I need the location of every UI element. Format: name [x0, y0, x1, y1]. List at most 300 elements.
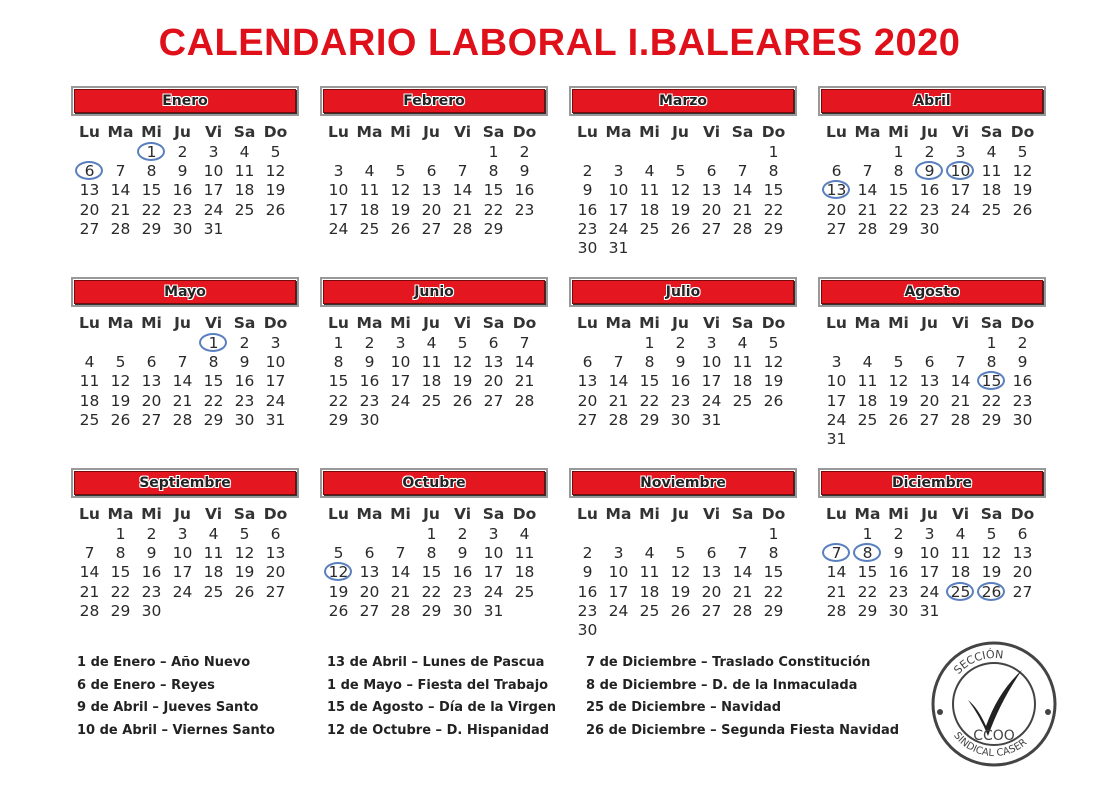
day-cell: 26 [110, 410, 131, 429]
day-cell: 12 [981, 544, 1002, 563]
day-cell: 17 [265, 372, 286, 391]
day-cell: 23 [452, 582, 473, 601]
weekday-label: Lu [79, 505, 100, 523]
day-cell: 8 [893, 162, 904, 181]
weekday-label: Ma [854, 123, 881, 141]
day-cell: 8 [426, 544, 437, 563]
day-cell: 22 [328, 391, 349, 410]
day-cell: 18 [981, 181, 1002, 200]
month-name: Agosto [904, 284, 960, 300]
day-cell: 23 [359, 391, 380, 410]
day-cell: 10 [608, 563, 629, 582]
weekday-label: Sa [482, 123, 505, 141]
empty-cell [665, 143, 696, 162]
day-cell: 29 [639, 410, 660, 429]
weekday-label: Do [761, 123, 786, 141]
day-cell: 30 [577, 238, 598, 257]
month-marzo [572, 89, 794, 258]
day-cell: 15 [328, 372, 349, 391]
day-cell: 3 [831, 353, 842, 372]
day-cell: 13 [265, 544, 286, 563]
day-cell: 3 [955, 143, 966, 161]
day-cell: 19 [888, 391, 909, 410]
day-cell: 24 [203, 200, 224, 219]
day-cell: 11 [639, 563, 660, 582]
weekday-label: Vi [453, 123, 472, 141]
weekday-label: Sa [233, 314, 256, 332]
day-cell: 7 [115, 162, 126, 181]
weekday-label: Do [263, 123, 288, 141]
day-cell: 11 [359, 181, 380, 200]
holiday-item: 1 de Mayo – Fiesta del Trabajo [327, 677, 549, 693]
day-cell: 8 [986, 353, 997, 372]
day-cell: 14 [857, 181, 878, 200]
empty-cell [385, 143, 416, 162]
day-cell: 30 [172, 219, 193, 238]
empty-cell [945, 334, 976, 353]
day-cell: 11 [203, 544, 224, 563]
day-cell: 4 [644, 162, 655, 181]
empty-cell [821, 525, 852, 544]
weekday-header [323, 313, 545, 334]
holiday-day: 10 [945, 162, 976, 181]
empty-cell [914, 334, 945, 353]
day-cell: 5 [115, 353, 126, 372]
empty-cell [572, 334, 603, 353]
month-julio [572, 280, 794, 430]
day-cell: 24 [701, 391, 722, 410]
month-name: Julio [665, 284, 701, 300]
weekday-header [821, 504, 1043, 525]
month-diciembre [821, 471, 1043, 621]
empty-cell [696, 525, 727, 544]
day-cell: 21 [110, 200, 131, 219]
day-cell: 4 [84, 353, 95, 372]
weekday-label: Ma [356, 123, 383, 141]
month-octubre [323, 471, 545, 621]
day-cell: 24 [826, 410, 847, 429]
day-cell: 20 [79, 200, 100, 219]
month-name: Junio [414, 284, 454, 300]
day-cell: 4 [208, 525, 219, 543]
day-cell: 6 [706, 162, 717, 181]
empty-cell [323, 143, 354, 162]
day-cell: 16 [577, 582, 598, 601]
weekday-label: Lu [328, 123, 349, 141]
month-febrero [323, 89, 545, 239]
holiday-day: 1 [198, 334, 229, 353]
day-cell: 2 [582, 544, 593, 563]
day-cell: 2 [675, 334, 686, 352]
day-cell: 14 [79, 563, 100, 582]
day-cell: 21 [608, 391, 629, 410]
day-grid [323, 525, 545, 621]
day-grid [572, 334, 794, 430]
day-cell: 17 [608, 582, 629, 601]
weekday-label: Ma [107, 314, 134, 332]
day-cell: 17 [826, 391, 847, 410]
day-cell: 18 [732, 372, 753, 391]
month-name: Octubre [402, 475, 466, 491]
day-cell: 18 [234, 181, 255, 200]
day-cell: 19 [670, 200, 691, 219]
day-cell: 5 [675, 544, 686, 563]
empty-cell [323, 525, 354, 544]
day-cell: 12 [234, 544, 255, 563]
day-cell: 23 [577, 219, 598, 238]
day-cell: 29 [857, 601, 878, 620]
weekday-label: Sa [731, 314, 754, 332]
day-cell: 22 [981, 391, 1002, 410]
day-cell: 11 [514, 544, 535, 563]
day-cell: 4 [426, 334, 437, 352]
day-cell: 28 [452, 219, 473, 238]
day-cell: 26 [328, 601, 349, 620]
empty-cell [385, 525, 416, 544]
day-cell: 7 [737, 162, 748, 181]
day-cell: 24 [950, 200, 971, 219]
day-cell: 1 [115, 525, 126, 543]
day-cell: 12 [888, 372, 909, 391]
day-cell: 27 [577, 410, 598, 429]
day-cell: 21 [826, 582, 847, 601]
weekday-label: Do [512, 505, 537, 523]
weekday-label: Ma [356, 505, 383, 523]
day-cell: 2 [893, 525, 904, 543]
day-cell: 5 [768, 334, 779, 352]
weekday-label: Mi [141, 123, 162, 141]
weekday-label: Ju [174, 123, 191, 141]
day-cell: 19 [234, 563, 255, 582]
day-cell: 7 [177, 353, 188, 372]
empty-cell [354, 525, 385, 544]
day-cell: 29 [203, 410, 224, 429]
day-cell: 28 [79, 601, 100, 620]
empty-cell [821, 143, 852, 162]
day-cell: 2 [519, 143, 530, 161]
day-cell: 23 [577, 601, 598, 620]
month-header-bar [74, 280, 296, 304]
holidays-column-3 [586, 652, 899, 742]
day-cell: 5 [395, 162, 406, 181]
holiday-item: 15 de Agosto – Día de la Virgen [327, 700, 557, 715]
month-name: Febrero [403, 93, 465, 109]
day-cell: 15 [203, 372, 224, 391]
day-cell: 30 [888, 601, 909, 620]
day-cell: 2 [364, 334, 375, 352]
holiday-day: 12 [323, 563, 354, 582]
day-cell: 22 [763, 200, 784, 219]
month-septiembre [74, 471, 296, 621]
weekday-label: Ma [356, 314, 383, 332]
svg-text:SECCIÓN: SECCIÓN [951, 647, 1005, 677]
day-cell: 9 [146, 544, 157, 563]
day-cell: 27 [701, 219, 722, 238]
day-cell: 24 [608, 601, 629, 620]
day-cell: 8 [768, 544, 779, 563]
day-cell: 27 [265, 582, 286, 601]
day-cell: 30 [452, 601, 473, 620]
day-cell: 10 [608, 181, 629, 200]
day-cell: 27 [701, 601, 722, 620]
day-cell: 8 [333, 353, 344, 372]
day-cell: 11 [79, 372, 100, 391]
day-cell: 20 [483, 372, 504, 391]
day-cell: 20 [701, 582, 722, 601]
day-cell: 30 [141, 601, 162, 620]
month-name: Mayo [164, 284, 206, 300]
month-name: Abril [913, 93, 951, 109]
weekday-label: Vi [204, 314, 223, 332]
weekday-header [74, 122, 296, 143]
empty-cell [74, 525, 105, 544]
day-cell: 4 [986, 143, 997, 161]
day-cell: 18 [639, 200, 660, 219]
empty-cell [727, 143, 758, 162]
weekday-label: Lu [826, 123, 847, 141]
day-cell: 25 [981, 200, 1002, 219]
day-cell: 6 [488, 334, 499, 352]
holiday-item: 25 de Diciembre – Navidad [586, 700, 782, 715]
day-cell: 26 [265, 200, 286, 219]
day-cell: 7 [84, 544, 95, 563]
weekday-label: Do [263, 505, 288, 523]
day-cell: 18 [639, 582, 660, 601]
day-cell: 3 [924, 525, 935, 543]
day-cell: 1 [426, 525, 437, 543]
day-cell: 7 [457, 162, 468, 181]
month-name: Diciembre [891, 475, 973, 491]
day-cell: 10 [203, 162, 224, 181]
day-cell: 4 [862, 353, 873, 372]
day-cell: 4 [364, 162, 375, 181]
day-cell: 29 [981, 410, 1002, 429]
day-cell: 21 [79, 582, 100, 601]
day-cell: 24 [919, 582, 940, 601]
day-cell: 3 [208, 143, 219, 161]
day-cell: 5 [1017, 143, 1028, 161]
day-cell: 6 [146, 353, 157, 372]
day-cell: 27 [1012, 582, 1033, 601]
month-header-bar [74, 89, 296, 113]
day-grid [821, 143, 1043, 239]
day-cell: 22 [110, 582, 131, 601]
day-cell: 9 [239, 353, 250, 372]
day-cell: 19 [452, 372, 473, 391]
day-cell: 17 [608, 200, 629, 219]
weekday-label: Ju [921, 123, 938, 141]
day-cell: 16 [514, 181, 535, 200]
day-cell: 2 [177, 143, 188, 161]
day-cell: 4 [737, 334, 748, 352]
day-cell: 1 [768, 525, 779, 543]
day-cell: 6 [706, 544, 717, 563]
day-cell: 31 [608, 238, 629, 257]
month-name: Noviembre [640, 475, 726, 491]
weekday-header [323, 122, 545, 143]
day-cell: 15 [141, 181, 162, 200]
weekday-label: Sa [980, 314, 1003, 332]
day-cell: 23 [1012, 391, 1033, 410]
day-cell: 21 [732, 582, 753, 601]
day-cell: 14 [608, 372, 629, 391]
weekday-label: Vi [453, 314, 472, 332]
day-cell: 29 [421, 601, 442, 620]
day-cell: 8 [644, 353, 655, 372]
day-grid [821, 334, 1043, 449]
weekday-label: Do [1010, 314, 1035, 332]
day-cell: 13 [421, 181, 442, 200]
day-cell: 1 [893, 143, 904, 161]
day-cell: 30 [919, 219, 940, 238]
weekday-label: Sa [731, 505, 754, 523]
day-cell: 26 [234, 582, 255, 601]
empty-cell [603, 143, 634, 162]
day-cell: 10 [826, 372, 847, 391]
day-cell: 8 [208, 353, 219, 372]
day-cell: 27 [483, 391, 504, 410]
month-abril [821, 89, 1043, 239]
day-cell: 25 [639, 601, 660, 620]
day-cell: 9 [582, 181, 593, 200]
day-cell: 16 [172, 181, 193, 200]
day-cell: 11 [857, 372, 878, 391]
month-noviembre [572, 471, 794, 640]
day-cell: 3 [395, 334, 406, 352]
day-cell: 29 [328, 410, 349, 429]
holiday-day: 13 [821, 181, 852, 200]
weekday-label: Sa [731, 123, 754, 141]
day-cell: 31 [483, 601, 504, 620]
day-cell: 13 [701, 563, 722, 582]
holiday-item: 26 de Diciembre – Segunda Fiesta Navidad [586, 722, 900, 738]
day-cell: 10 [919, 544, 940, 563]
day-cell: 9 [177, 162, 188, 181]
weekday-label: Vi [702, 314, 721, 332]
day-cell: 13 [141, 372, 162, 391]
day-cell: 23 [234, 391, 255, 410]
day-cell: 11 [421, 353, 442, 372]
weekday-label: Mi [639, 314, 660, 332]
weekday-label: Ma [605, 314, 632, 332]
weekday-label: Sa [233, 505, 256, 523]
weekday-label: Lu [79, 314, 100, 332]
day-cell: 18 [514, 563, 535, 582]
day-cell: 26 [670, 219, 691, 238]
empty-cell [416, 143, 447, 162]
day-cell: 27 [421, 219, 442, 238]
weekday-header [821, 313, 1043, 334]
weekday-label: Sa [233, 123, 256, 141]
day-cell: 6 [426, 162, 437, 181]
day-cell: 3 [706, 334, 717, 352]
day-cell: 16 [141, 563, 162, 582]
day-cell: 8 [146, 162, 157, 181]
day-cell: 5 [986, 525, 997, 543]
day-cell: 29 [763, 219, 784, 238]
holidays-column-2 [327, 652, 556, 742]
day-cell: 14 [826, 563, 847, 582]
weekday-label: Vi [951, 314, 970, 332]
day-cell: 28 [390, 601, 411, 620]
day-cell: 7 [395, 544, 406, 563]
day-cell: 15 [421, 563, 442, 582]
day-cell: 27 [919, 410, 940, 429]
empty-cell [74, 143, 105, 162]
weekday-label: Ju [423, 314, 440, 332]
day-grid [74, 334, 296, 430]
weekday-header [572, 122, 794, 143]
day-cell: 19 [328, 582, 349, 601]
day-cell: 23 [141, 582, 162, 601]
day-cell: 16 [670, 372, 691, 391]
day-cell: 7 [519, 334, 530, 352]
holidays-column-1 [77, 652, 275, 742]
empty-cell [136, 334, 167, 353]
day-cell: 20 [1012, 563, 1033, 582]
day-cell: 12 [670, 563, 691, 582]
day-cell: 2 [457, 525, 468, 543]
day-cell: 16 [1012, 372, 1033, 391]
day-cell: 8 [768, 162, 779, 181]
empty-cell [852, 334, 883, 353]
day-cell: 8 [488, 162, 499, 181]
day-cell: 2 [146, 525, 157, 543]
weekday-label: Vi [951, 505, 970, 523]
day-cell: 17 [950, 181, 971, 200]
empty-cell [572, 143, 603, 162]
day-cell: 28 [514, 391, 535, 410]
day-cell: 5 [675, 162, 686, 181]
day-cell: 11 [234, 162, 255, 181]
month-junio [323, 280, 545, 430]
day-cell: 26 [763, 391, 784, 410]
weekday-label: Lu [577, 505, 598, 523]
day-cell: 17 [701, 372, 722, 391]
empty-cell [883, 334, 914, 353]
empty-cell [821, 334, 852, 353]
holiday-item: 6 de Enero – Reyes [77, 677, 215, 693]
day-cell: 2 [239, 334, 250, 352]
day-cell: 25 [857, 410, 878, 429]
day-cell: 30 [1012, 410, 1033, 429]
weekday-label: Mi [390, 123, 411, 141]
day-cell: 11 [732, 353, 753, 372]
empty-cell [74, 334, 105, 353]
weekday-label: Do [512, 123, 537, 141]
month-header-bar [821, 280, 1043, 304]
day-cell: 20 [359, 582, 380, 601]
weekday-label: Mi [141, 505, 162, 523]
holiday-day: 6 [74, 162, 105, 181]
day-cell: 5 [893, 353, 904, 372]
day-cell: 4 [239, 143, 250, 161]
weekday-label: Ju [921, 505, 938, 523]
weekday-label: Ju [174, 314, 191, 332]
weekday-label: Ma [605, 123, 632, 141]
weekday-label: Do [1010, 123, 1035, 141]
holiday-day: 26 [976, 583, 1007, 602]
day-cell: 19 [110, 391, 131, 410]
weekday-label: Mi [888, 314, 909, 332]
weekday-label: Sa [980, 505, 1003, 523]
day-cell: 17 [328, 200, 349, 219]
weekday-label: Ju [672, 505, 689, 523]
weekday-label: Lu [328, 314, 349, 332]
day-cell: 27 [141, 410, 162, 429]
page-title: CALENDARIO LABORAL I.BALEARES 2020 [158, 22, 961, 64]
day-cell: 28 [172, 410, 193, 429]
